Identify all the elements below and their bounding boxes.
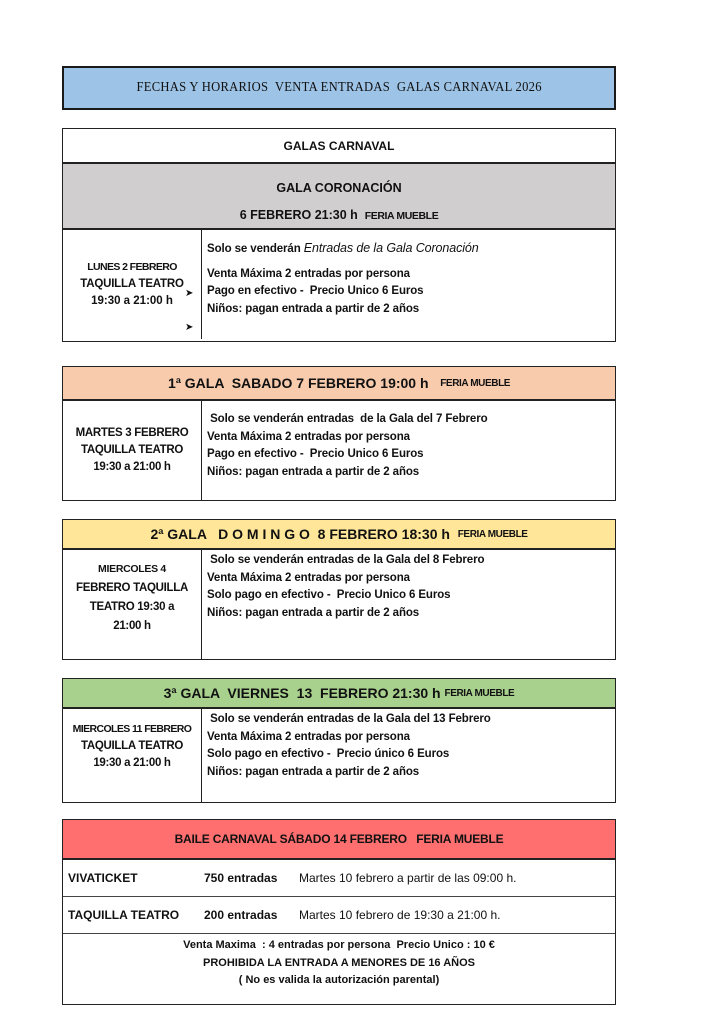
arrowhead-bullet-icon: ➤ (185, 288, 194, 299)
sale-hours: 21:00 h (113, 620, 151, 632)
document-title: FECHAS Y HORARIOS VENTA ENTRADAS GALAS CARNAVAL 2026 (136, 80, 542, 95)
gala-3-detail-line: Solo se venderán entradas de la Gala del 13 Febrero (207, 713, 491, 725)
gala-2-sale-info (63, 550, 202, 659)
baile-row-vivaticket (63, 860, 615, 897)
sale-hours: 19:30 a 21:00 h (93, 757, 171, 769)
baile-title: BAILE CARNAVAL SÁBADO 14 FEBRERO FERIA MUEBLE (174, 832, 504, 846)
gala-1-venue: FERIA MUEBLE (440, 377, 511, 389)
sale-hours: 19:30 a 21:00 h (93, 461, 171, 473)
gala-3-detail-line: Solo pago en efectivo - Precio único 6 Euros (207, 748, 450, 760)
baile-note: PROHIBIDA LA ENTRADA A MENORES DE 16 AÑOS (203, 956, 475, 969)
document-title-box (62, 66, 616, 110)
coronacion-date-line (63, 195, 615, 222)
detail-italic: Entradas de la Gala Coronación (303, 241, 479, 255)
section-baile-carnaval (62, 819, 616, 1005)
section-gala-coronacion (62, 128, 616, 342)
galas-carnaval-heading (63, 129, 615, 164)
baile-notes (63, 934, 615, 990)
coronacion-header (63, 164, 615, 230)
coronacion-venue: FERIA MUEBLE (364, 210, 439, 222)
sale-place: FEBRERO TAQUILLA (76, 582, 188, 594)
gala-3-details (202, 709, 615, 802)
gala-2-detail-line: Niños: pagan entrada a partir de 2 años (207, 606, 420, 619)
sale-day: MIERCOLES 11 FEBRERO (72, 723, 192, 735)
gala-1-title: 1ª GALA SABADO 7 FEBRERO 19:00 h (167, 375, 429, 391)
gala-1-header (63, 367, 615, 401)
gala-1-detail-line: Pago en efectivo - Precio Unico 6 Euros (207, 448, 424, 460)
gala-1-detail-line: Niños: pagan entrada a partir de 2 años (207, 465, 420, 478)
coronacion-sale-info (63, 230, 202, 339)
coronacion-body (63, 230, 615, 339)
gala-2-details (202, 550, 615, 659)
coronacion-details (202, 230, 615, 339)
gala-1-body (63, 401, 615, 500)
baile-quantity: 200 entradas (204, 908, 278, 922)
baile-note: Venta Maxima : 4 entradas por persona Precio Unico : 10 € (183, 939, 495, 951)
section-gala-1 (62, 366, 616, 501)
sale-day: MARTES 3 FEBRERO (75, 427, 189, 439)
coronacion-detail-line (207, 240, 615, 259)
arrowhead-bullet-icon: ➤ (185, 322, 194, 333)
gala-3-detail-line: Venta Máxima 2 entradas por persona (207, 730, 410, 743)
baile-quantity: 750 entradas (204, 871, 278, 885)
gala-1-detail-line: Solo se venderán entradas de la Gala del 7 Febrero (207, 413, 488, 425)
sale-hours: 19:30 a 21:00 h (91, 295, 173, 307)
gala-2-detail-line: Solo pago en efectivo - Precio Unico 6 Euros (207, 589, 451, 601)
gala-3-header (63, 679, 615, 709)
baile-channel: VIVATICKET (68, 871, 138, 885)
gala-2-detail-line: Venta Máxima 2 entradas por persona (207, 571, 410, 584)
coronacion-date: 6 FEBRERO 21:30 h (239, 208, 358, 222)
gala-2-venue: FERIA MUEBLE (457, 528, 528, 540)
sale-place: TAQUILLA TEATRO (81, 740, 183, 752)
gala-1-sale-info (63, 401, 202, 500)
gala-3-sale-info (63, 709, 202, 802)
baile-note: ( No es valida la autorización parental) (238, 974, 440, 986)
section-gala-3 (62, 678, 616, 803)
gala-2-title: 2ª GALA D O M I N G O 8 FEBRERO 18:30 h (150, 526, 450, 542)
gala-3-title: 3ª GALA VIERNES 13 FEBRERO 21:30 h (163, 685, 441, 701)
gala-2-detail-line: Solo se venderán entradas de la Gala del 8 Febrero (207, 554, 485, 566)
coronacion-detail-line: Venta Máxima 2 entradas por persona (207, 267, 410, 280)
sale-place: TAQUILLA TEATRO (81, 444, 183, 456)
coronacion-detail-line: Pago en efectivo - Precio Unico 6 Euros (207, 285, 424, 297)
sale-place: TAQUILLA TEATRO (80, 278, 184, 290)
galas-carnaval-label: GALAS CARNAVAL (283, 138, 395, 153)
sale-day: MIERCOLES 4 (98, 563, 166, 575)
sale-place-hours: TEATRO 19:30 a (89, 601, 175, 613)
gala-2-body (63, 550, 615, 659)
baile-channel: TAQUILLA TEATRO (68, 908, 180, 922)
baile-when: Martes 10 febrero de 19:30 a 21:00 h. (299, 908, 501, 922)
coronacion-detail-line: Niños: pagan entrada a partir de 2 años (207, 302, 420, 315)
gala-3-venue: FERIA MUEBLE (444, 687, 515, 699)
gala-2-header (63, 520, 615, 550)
gala-1-details (202, 401, 615, 500)
coronacion-name: GALA CORONACIÓN (276, 181, 402, 195)
gala-1-detail-line: Venta Máxima 2 entradas por persona (207, 430, 410, 443)
sale-day: LUNES 2 FEBRERO (87, 261, 177, 273)
section-gala-2 (62, 519, 616, 660)
gala-3-detail-line: Niños: pagan entrada a partir de 2 años (207, 765, 420, 778)
detail-prefix: Solo se venderán (207, 243, 304, 255)
gala-3-body (63, 709, 615, 802)
baile-header (63, 820, 615, 860)
baile-when: Martes 10 febrero a partir de las 09:00 h. (299, 871, 517, 885)
baile-row-taquilla (63, 897, 615, 934)
